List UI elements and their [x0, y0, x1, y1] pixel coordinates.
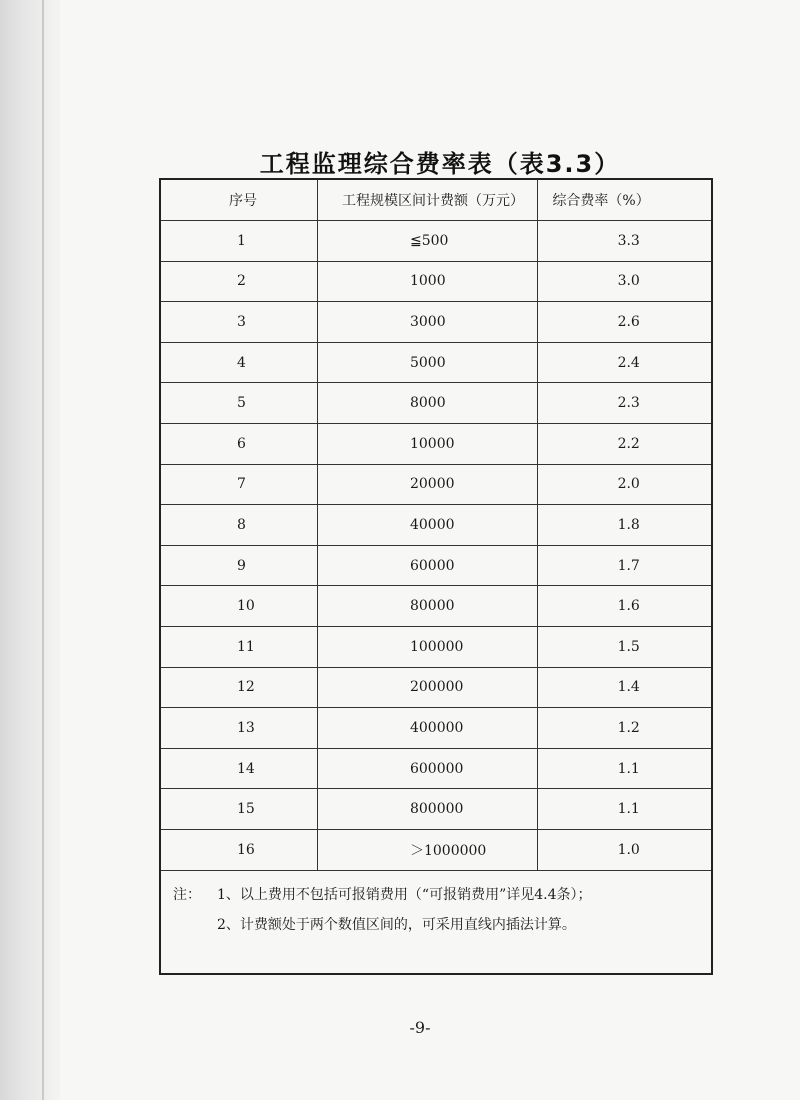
cell-serial-number: 11	[160, 626, 317, 667]
note-line-1	[161, 883, 711, 913]
table-row	[160, 545, 712, 586]
table-body	[160, 221, 712, 871]
cell-billing-amount: ＞1000000	[317, 829, 537, 870]
table-header-row	[160, 179, 712, 221]
table-row	[160, 302, 712, 343]
cell-serial-number: 1	[160, 221, 317, 262]
notes-row	[160, 870, 712, 974]
cell-billing-amount: 80000	[317, 586, 537, 627]
table-row	[160, 789, 712, 830]
table-row	[160, 383, 712, 424]
cell-billing-amount: ≦500	[317, 221, 537, 262]
table-row	[160, 586, 712, 627]
table-row	[160, 708, 712, 749]
cell-billing-amount: 40000	[317, 505, 537, 546]
cell-serial-number: 15	[160, 789, 317, 830]
cell-serial-number: 6	[160, 423, 317, 464]
binding-shadow	[0, 0, 60, 1100]
table-row	[160, 626, 712, 667]
table-row	[160, 748, 712, 789]
table-row	[160, 342, 712, 383]
note-item: 1、以上费用不包括可报销费用（“可报销费用”详见4.4条）；	[217, 886, 592, 903]
cell-serial-number: 7	[160, 464, 317, 505]
table-row	[160, 829, 712, 870]
cell-billing-amount: 8000	[317, 383, 537, 424]
note-line-2	[161, 913, 711, 943]
cell-serial-number: 14	[160, 748, 317, 789]
cell-serial-number: 16	[160, 829, 317, 870]
cell-billing-amount: 400000	[317, 708, 537, 749]
page-number: -9-	[409, 1018, 431, 1037]
cell-composite-rate: 1.4	[538, 667, 712, 708]
cell-billing-amount: 10000	[317, 423, 537, 464]
cell-serial-number: 13	[160, 708, 317, 749]
cell-composite-rate: 2.2	[538, 423, 712, 464]
cell-composite-rate: 1.7	[538, 545, 712, 586]
header-composite-rate: 综合费率（%）	[538, 179, 712, 221]
cell-serial-number: 4	[160, 342, 317, 383]
header-billing-amount: 工程规模区间计费额（万元）	[317, 179, 537, 221]
table-row	[160, 505, 712, 546]
cell-billing-amount: 1000	[317, 261, 537, 302]
notes-cell	[160, 870, 712, 974]
cell-billing-amount: 100000	[317, 626, 537, 667]
table-row	[160, 261, 712, 302]
cell-composite-rate: 1.2	[538, 708, 712, 749]
table-row	[160, 221, 712, 262]
cell-serial-number: 2	[160, 261, 317, 302]
cell-composite-rate: 3.0	[538, 261, 712, 302]
cell-serial-number: 8	[160, 505, 317, 546]
table-title: 工程监理综合费率表（表3.3）	[259, 150, 621, 178]
fee-rate-table	[159, 178, 713, 975]
cell-billing-amount: 600000	[317, 748, 537, 789]
cell-composite-rate: 1.6	[538, 586, 712, 627]
cell-billing-amount: 60000	[317, 545, 537, 586]
table-row	[160, 464, 712, 505]
cell-serial-number: 3	[160, 302, 317, 343]
cell-serial-number: 12	[160, 667, 317, 708]
cell-composite-rate: 1.0	[538, 829, 712, 870]
cell-composite-rate: 3.3	[538, 221, 712, 262]
cell-composite-rate: 1.1	[538, 748, 712, 789]
cell-composite-rate: 1.8	[538, 505, 712, 546]
cell-composite-rate: 2.4	[538, 342, 712, 383]
note-item: 2、计费额处于两个数值区间的，可采用直线内插法计算。	[217, 916, 576, 933]
table-row	[160, 423, 712, 464]
cell-billing-amount: 3000	[317, 302, 537, 343]
notes-label: 注：	[173, 886, 201, 903]
cell-billing-amount: 800000	[317, 789, 537, 830]
cell-billing-amount: 200000	[317, 667, 537, 708]
binding-edge	[42, 0, 44, 1100]
cell-composite-rate: 2.3	[538, 383, 712, 424]
cell-serial-number: 10	[160, 586, 317, 627]
cell-billing-amount: 20000	[317, 464, 537, 505]
cell-billing-amount: 5000	[317, 342, 537, 383]
cell-serial-number: 9	[160, 545, 317, 586]
cell-composite-rate: 1.5	[538, 626, 712, 667]
table-row	[160, 667, 712, 708]
header-serial-number: 序号	[160, 179, 317, 221]
cell-composite-rate: 2.6	[538, 302, 712, 343]
cell-serial-number: 5	[160, 383, 317, 424]
cell-composite-rate: 1.1	[538, 789, 712, 830]
cell-composite-rate: 2.0	[538, 464, 712, 505]
